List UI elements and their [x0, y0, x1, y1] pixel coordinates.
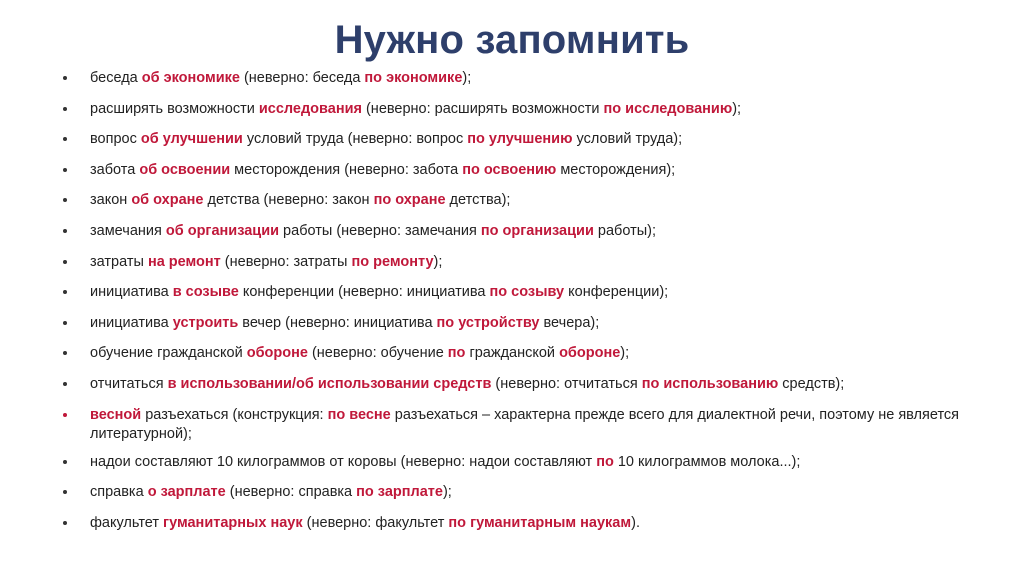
- list-item: [60, 100, 1000, 119]
- list-item: [60, 406, 1000, 444]
- item-text: (неверно: затраты: [220, 253, 352, 270]
- highlighted-phrase: об организации: [165, 222, 280, 239]
- item-text: инициатива: [90, 314, 173, 331]
- item-text: обучение гражданской: [90, 345, 247, 362]
- item-text: месторождения (неверно: забота: [230, 161, 463, 178]
- highlighted-phrase: весной: [90, 406, 142, 423]
- bullet-icon: [63, 351, 67, 355]
- item-text: забота: [90, 161, 140, 178]
- bullet-icon: [63, 107, 67, 111]
- highlighted-phrase: по освоению: [462, 161, 557, 178]
- list-item: [60, 283, 1000, 302]
- item-text: );: [462, 70, 472, 86]
- list-item: [60, 191, 1000, 210]
- item-text: закон: [90, 192, 132, 209]
- item-text: работы);: [593, 222, 657, 239]
- highlighted-phrase: по охране: [373, 192, 446, 209]
- item-text: ).: [631, 514, 640, 531]
- item-text: работы (неверно: замечания: [279, 222, 481, 239]
- item-text: гражданской: [465, 345, 560, 362]
- highlighted-phrase: устроить: [172, 314, 239, 331]
- item-text: конференции (неверно: инициатива: [238, 284, 490, 301]
- bullet-icon: [63, 229, 67, 233]
- bullet-icon: [63, 137, 67, 141]
- list-item: [60, 314, 1000, 333]
- bullet-icon: [63, 413, 67, 417]
- item-text: отчитаться: [90, 375, 168, 392]
- item-text: );: [732, 100, 742, 117]
- list-item: [60, 69, 1000, 88]
- item-text: );: [433, 253, 443, 270]
- highlighted-phrase: на ремонт: [147, 253, 221, 270]
- item-text: (неверно: беседа: [239, 70, 365, 86]
- highlighted-phrase: о зарплате: [147, 484, 226, 501]
- highlighted-phrase: об экономике: [141, 70, 240, 86]
- highlighted-phrase: по: [447, 345, 466, 362]
- bullet-icon: [63, 198, 67, 202]
- list-item: [60, 514, 1000, 533]
- item-text: беседа: [90, 70, 142, 86]
- item-text: средств);: [778, 375, 845, 392]
- list-item: [60, 453, 1000, 472]
- item-text: детства (неверно: закон: [203, 192, 374, 209]
- item-text: инициатива: [90, 284, 173, 301]
- highlighted-phrase: в использовании/об использовании средств: [167, 375, 492, 392]
- highlighted-phrase: в созыве: [172, 284, 239, 301]
- rules-list: [60, 69, 1000, 544]
- page-title: Нужно запомнить: [334, 18, 690, 62]
- bullet-icon: [63, 490, 67, 494]
- bullet-icon: [63, 521, 67, 525]
- highlighted-phrase: по ремонту: [351, 253, 434, 270]
- item-text: вечер (неверно: инициатива: [238, 314, 437, 331]
- highlighted-phrase: по улучшению: [467, 131, 573, 148]
- highlighted-phrase: по организации: [480, 222, 594, 239]
- item-text: условий труда (неверно: вопрос: [242, 131, 468, 148]
- item-text: (неверно: обучение: [307, 345, 448, 362]
- list-item: [60, 161, 1000, 180]
- item-text: );: [620, 345, 630, 362]
- item-text: затраты: [90, 253, 148, 270]
- highlighted-phrase: об улучшении: [140, 131, 243, 148]
- item-text: детства);: [445, 192, 511, 209]
- list-item: [60, 222, 1000, 241]
- highlighted-phrase: об охране: [131, 192, 204, 209]
- highlighted-phrase: по исследованию: [603, 100, 733, 117]
- highlighted-phrase: по: [596, 453, 614, 470]
- item-text: (неверно: расширять возможности: [361, 100, 604, 117]
- highlighted-phrase: по экономике: [364, 70, 463, 86]
- bullet-icon: [63, 290, 67, 294]
- item-text: );: [442, 484, 452, 501]
- list-item: [60, 344, 1000, 363]
- list-item: [60, 253, 1000, 272]
- item-text: конференции);: [564, 284, 669, 301]
- bullet-icon: [63, 76, 67, 80]
- highlighted-phrase: по весне: [327, 406, 391, 423]
- item-text: вопрос: [90, 131, 141, 148]
- item-text: надои составляют 10 килограммов от коровы (неверно: надои составляют: [90, 453, 597, 470]
- highlighted-phrase: обороне: [246, 345, 308, 362]
- item-text: (неверно: справка: [225, 484, 357, 501]
- highlighted-phrase: по гуманитарным наукам: [448, 514, 632, 531]
- item-text: месторождения);: [556, 161, 676, 178]
- bullet-icon: [63, 321, 67, 325]
- highlighted-phrase: гуманитарных наук: [163, 514, 303, 531]
- item-text: (неверно: факультет: [302, 514, 449, 531]
- highlighted-phrase: по зарплате: [356, 484, 443, 501]
- item-text: замечания: [90, 222, 166, 239]
- highlighted-phrase: исследования: [258, 100, 362, 117]
- bullet-icon: [63, 168, 67, 172]
- bullet-icon: [63, 460, 67, 464]
- highlighted-phrase: обороне: [559, 345, 621, 362]
- list-item: [60, 375, 1000, 394]
- highlighted-phrase: по созыву: [489, 284, 565, 301]
- item-text: расширять возможности: [90, 100, 259, 117]
- bullet-icon: [63, 382, 67, 386]
- item-text: условий труда);: [572, 131, 683, 148]
- item-text: (неверно: отчитаться: [491, 375, 642, 392]
- item-text: 10 килограммов молока...);: [613, 453, 801, 470]
- highlighted-phrase: по устройству: [436, 314, 540, 331]
- item-text: разъехаться (конструкция:: [141, 406, 328, 423]
- item-text: факультет: [90, 514, 164, 531]
- highlighted-phrase: по использованию: [641, 375, 779, 392]
- list-item: [60, 130, 1000, 149]
- item-text: вечера);: [539, 314, 600, 331]
- highlighted-phrase: об освоении: [139, 161, 231, 178]
- bullet-icon: [63, 260, 67, 264]
- item-text: справка: [90, 484, 148, 501]
- item-text: разъехаться – характерна прежде всего для диалектной речи, поэтому не является литературной);: [90, 406, 960, 442]
- list-item: [60, 483, 1000, 502]
